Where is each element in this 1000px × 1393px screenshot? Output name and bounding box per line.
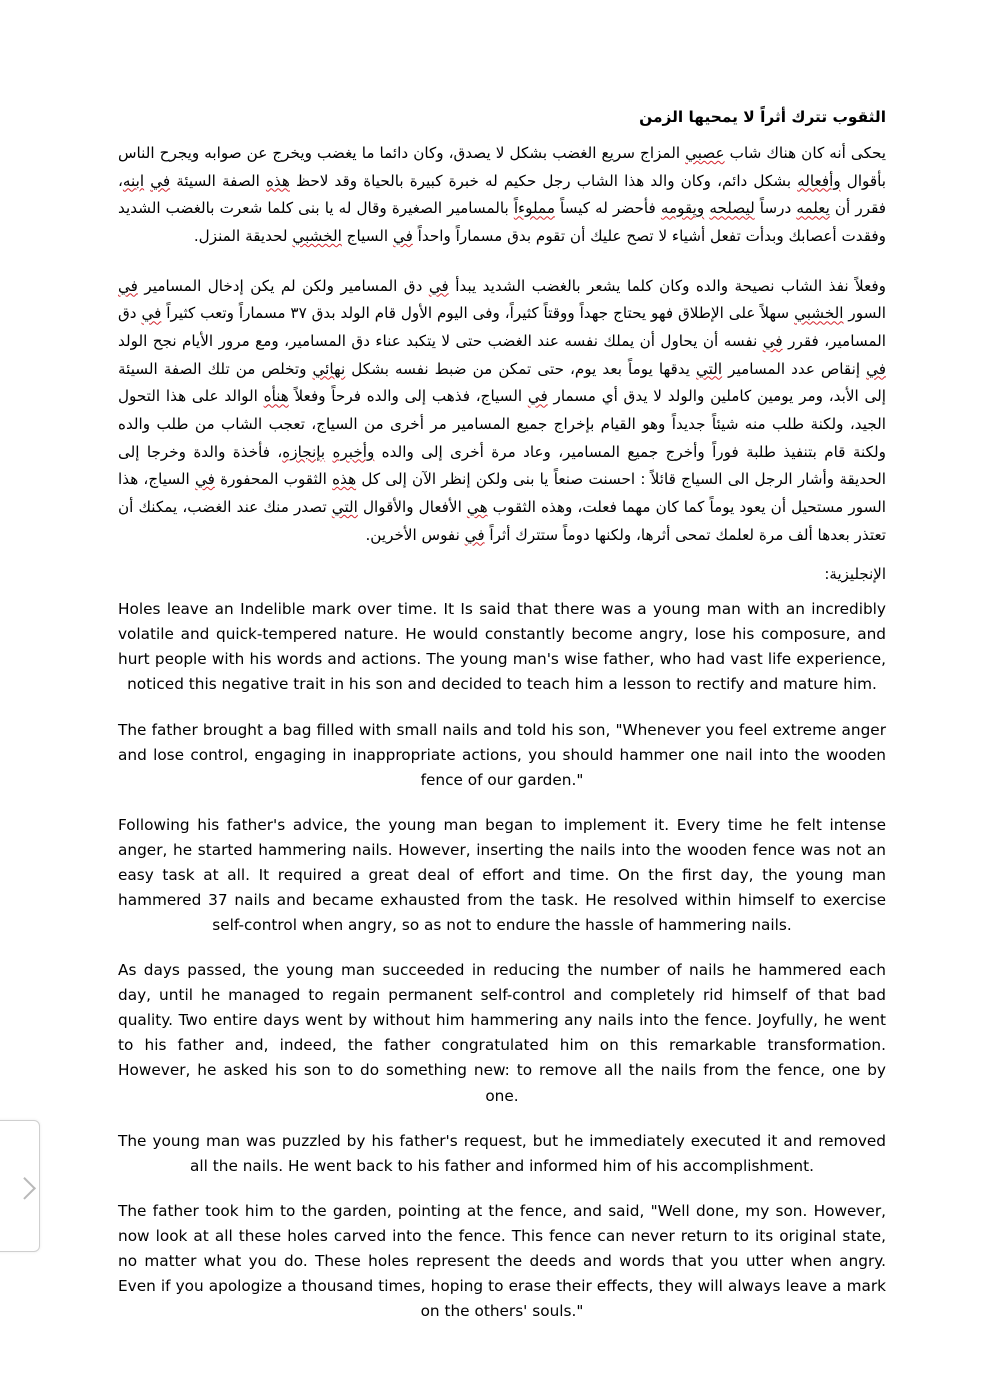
spellcheck-word: نهائي [312, 359, 346, 378]
chevron-right-icon [13, 1177, 36, 1200]
spellcheck-word: ابنه [122, 171, 145, 190]
spellcheck-word: هي [466, 497, 488, 516]
spellcheck-word: بإنجازه [282, 442, 326, 461]
english-paragraph-1 [118, 597, 886, 697]
english-paragraph-6 [118, 1199, 886, 1324]
arabic-paragraph-2-text: وفعلاً نفذ الشاب نصيحة والده وكان كلما يشعر بالغضب الشديد يبدأ في دق المسامير ولكن لم يكن إدخال المسامير في السور الخشبي سهلاً على الإطلاق فهو يحتاج جهداً ووقتاً كثيراً، وفى اليوم الأول قام الولد بدق ٣٧ مسماراً وتعب كثيراً في دق المسامير، فقرر في نفسه أن يحاول أن يملك نفسه عند الغضب حتى لا يتكبد عناء دق المسامير، ومع مرور الأيام نجح الولد في إنقاص عدد المسامير التي يدقها يوماً بعد يوم، حتى تمكن من ضبط نفسه بشكل نهائي وتخلص من تلك الصفة السيئة إلى الأبد، ومر يومين كاملين والولد لا يدق أي مسمار في السياج، فذهب إلى والده فرحاً وفعلاً هنأه الوالد على هذا التحول الجيد، ولكنة طلب منه شيئاً جديداً وهو القيام بإخراج جميع المسامير مر أخرى من السياج، تعجب الشاب من طلب والده ولكنة قام بتنفيذ طلبة فوراً وأخرج جميع المسامير، وعاد مرة أخرى إلى والده وأخبره بإنجازه، فأخذة والدة وخرجا إلى الحديقة وأشار الرجل الى السياج قائلاً : احسنت صنعاً يا بنى ولكن إنظر الآن إلى كل هذه الثقوب المحفورة في السياج، هذا السور مستحيل أن يعود يوماً كما كان مهما فعلت، وهذه الثقوب هي الأفعال والأقوال التي تصدر منك عند الغضب، يمكنك أن تعتذر بعدها ألف مرة لعلمك تمحى أثرها، ولكنها دوماً ستترك أثراً في نفوس الأخرين. [118, 276, 887, 544]
spellcheck-word: في [392, 226, 413, 245]
english-paragraph-1-text: Holes leave an Indelible mark over time. It Is said that there was a young man with an incredibly volatile and quick-tempered nature. He would constantly become angry, lose his composure, and hurt people with his words and actions. The young man's wise father, who had vast life experience, noticed this negative trait in his son and decided to teach him a lesson to rectify and mature him. [118, 600, 886, 694]
english-paragraph-5-text: The young man was puzzled by his father's request, but he immediately executed it and removed all the nails. He went back to his father and informed him of his accomplishment. [118, 1131, 886, 1175]
spellcheck-word: في [866, 359, 886, 378]
spellcheck-word: هذه [332, 470, 357, 489]
spellcheck-word: الخشبي [794, 304, 844, 323]
spellcheck-word: التي [331, 497, 358, 516]
english-paragraph-4 [118, 958, 886, 1108]
spellcheck-word: مملوءاً [513, 199, 555, 218]
spellcheck-word: في [527, 387, 548, 406]
english-paragraph-4-text: As days passed, the young man succeeded in reducing the number of nails he hammered each day, until he managed to regain permanent self-control and completely rid himself of that bad quality. Two entire days went by without him hammering any nails into the fence. Joyfully, he went to his father and, indeed, the father congratulated him on this remarkable transformation. However, he asked his son to do something new: to remove all the nails from the fence, one by one. [118, 961, 886, 1105]
spellcheck-word: في [141, 304, 162, 323]
spellcheck-word: في [150, 171, 171, 190]
english-paragraph-6-text: The father took him to the garden, pointing at the fence, and said, "Well done, my son. However, now look at all these holes carved into the fence. This fence can never return to its original state, no matter what you do. These holes represent the deeds and words that you utter when angry. Even if you apologize a thousand times, hoping to erase their effects, they will always leave a mark on the others' souls." [118, 1201, 886, 1321]
spellcheck-word: الخشبي [292, 226, 342, 245]
spellcheck-word: في [428, 276, 449, 295]
spellcheck-word: عصبي [685, 144, 725, 162]
english-paragraph-3 [118, 813, 886, 938]
spellcheck-word: وأخبره [332, 442, 375, 461]
spellcheck-word: هذه [265, 171, 290, 190]
spellcheck-word: هنأه [263, 387, 289, 406]
arabic-paragraph-1-text: يحكى أنه كان هناك شاب عصبي المزاج سريع الغضب بشكل لا يصدق، وكان دائما ما يغضب ويخرج عن صوابه ويجرح الناس بأقوال وأفعاله بشكل دائم، وكان والد هذا الشاب رجل حكيم له خبرة كبيرة بالحياة وقد لاحظ هذه الصفة السيئة في ابنه، فقرر أن يعلمه درساً ليصلحه ويقومه فأحضر له كيساً مملوءاً بالمسامير الصغيرة وقال له يا بنى كلما شعرت بالغضب الشديد وفقدت أعصابك وبدأت تفعل أشياء لا تصح عليك أن تقوم بدق مسماراً واحداً في السياج الخشبي لحديقة المنزل. [118, 144, 887, 245]
english-paragraph-3-text: Following his father's advice, the young man began to implement it. Every time he felt intense anger, he started hammering nails. However, inserting the nails into the wooden fence was not an easy task at all. It required a great deal of effort and time. On the first day, the young man hammered 37 nails and became exhausted from the task. He resolved within himself to exercise self-control when angry, so as not to endure the hassle of hammering nails. [118, 815, 886, 935]
spellcheck-word: يعلمه [796, 199, 830, 218]
spellcheck-word: في [762, 331, 783, 350]
spellcheck-word: ويقومه [660, 199, 705, 218]
english-section-label: الإنجليزية: [824, 565, 886, 584]
arabic-paragraph-1 [118, 140, 886, 251]
spellcheck-word: التي [696, 359, 723, 378]
spellcheck-word: في [464, 525, 485, 544]
arabic-paragraph-2 [118, 273, 886, 550]
spellcheck-word: وأفعاله [797, 171, 841, 190]
english-paragraph-2-text: The father brought a bag filled with small nails and told his son, "Whenever you feel extreme anger and lose control, engaging in inappropriate actions, you should hammer one nail into the wooden fence of our garden." [118, 720, 886, 789]
spellcheck-word: في [195, 470, 215, 489]
document-body [118, 108, 886, 1344]
spellcheck-word: ليصلحه [709, 199, 755, 218]
page-title: الثقوب تترك أثراً لا يمحيها الزمن [639, 108, 886, 126]
spellcheck-word: في [118, 276, 138, 295]
next-page-peek[interactable] [0, 1120, 40, 1252]
english-paragraph-5 [118, 1129, 886, 1179]
english-paragraph-2 [118, 718, 886, 793]
